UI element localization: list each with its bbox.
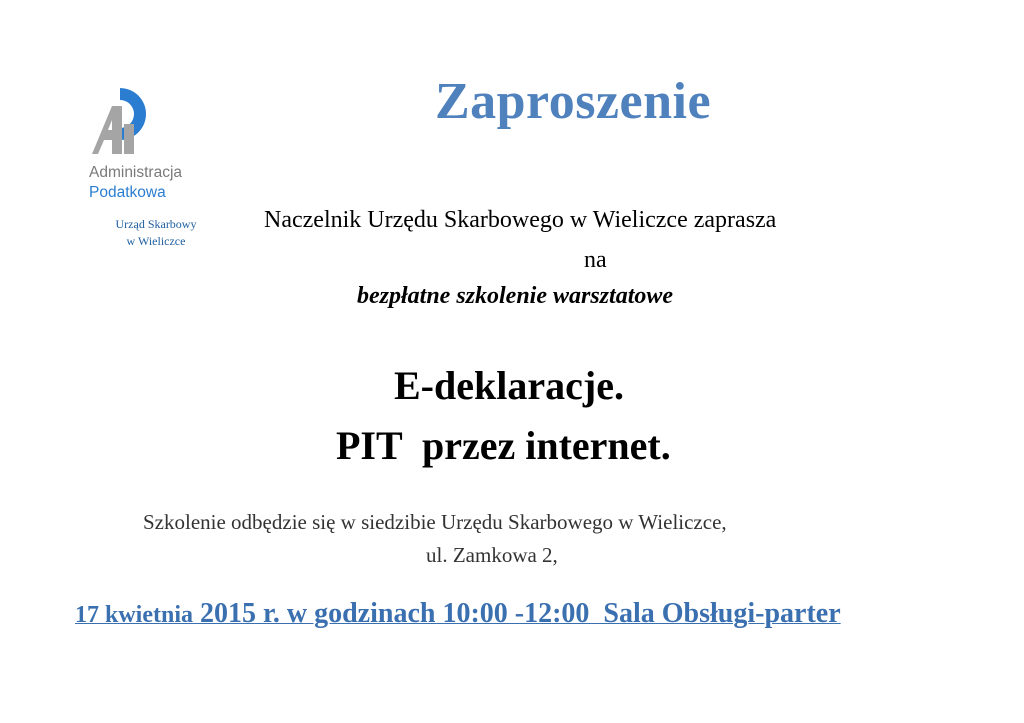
topic-line-2: PIT przez internet.: [336, 423, 671, 468]
logo-text-administracja: Administracja: [89, 164, 183, 181]
page-title: Zaproszenie: [434, 73, 712, 130]
office-line-1: Urząd Skarbowy: [115, 217, 197, 231]
schedule-details: 2015 r. w godzinach 10:00 -12:00 Sala Obsługi-parter: [193, 598, 841, 629]
schedule-date: 17 kwietnia: [75, 602, 194, 628]
office-name: [92, 216, 220, 250]
invite-line: Naczelnik Urzędu Skarbowego w Wieliczce zaprasza: [264, 207, 777, 233]
office-line-2: w Wieliczce: [126, 234, 186, 248]
schedule-line: [75, 598, 841, 630]
training-type: bezpłatne szkolenie warsztatowe: [357, 283, 674, 309]
na-word: na: [584, 247, 607, 273]
venue-line-1: Szkolenie odbędzie się w siedzibie Urzędu Skarbowego w Wieliczce,: [143, 510, 727, 534]
logo-text-podatkowa: Podatkowa: [89, 184, 166, 201]
topic-line-1: E-deklaracje.: [394, 363, 624, 408]
venue-line-2: ul. Zamkowa 2,: [426, 543, 558, 567]
